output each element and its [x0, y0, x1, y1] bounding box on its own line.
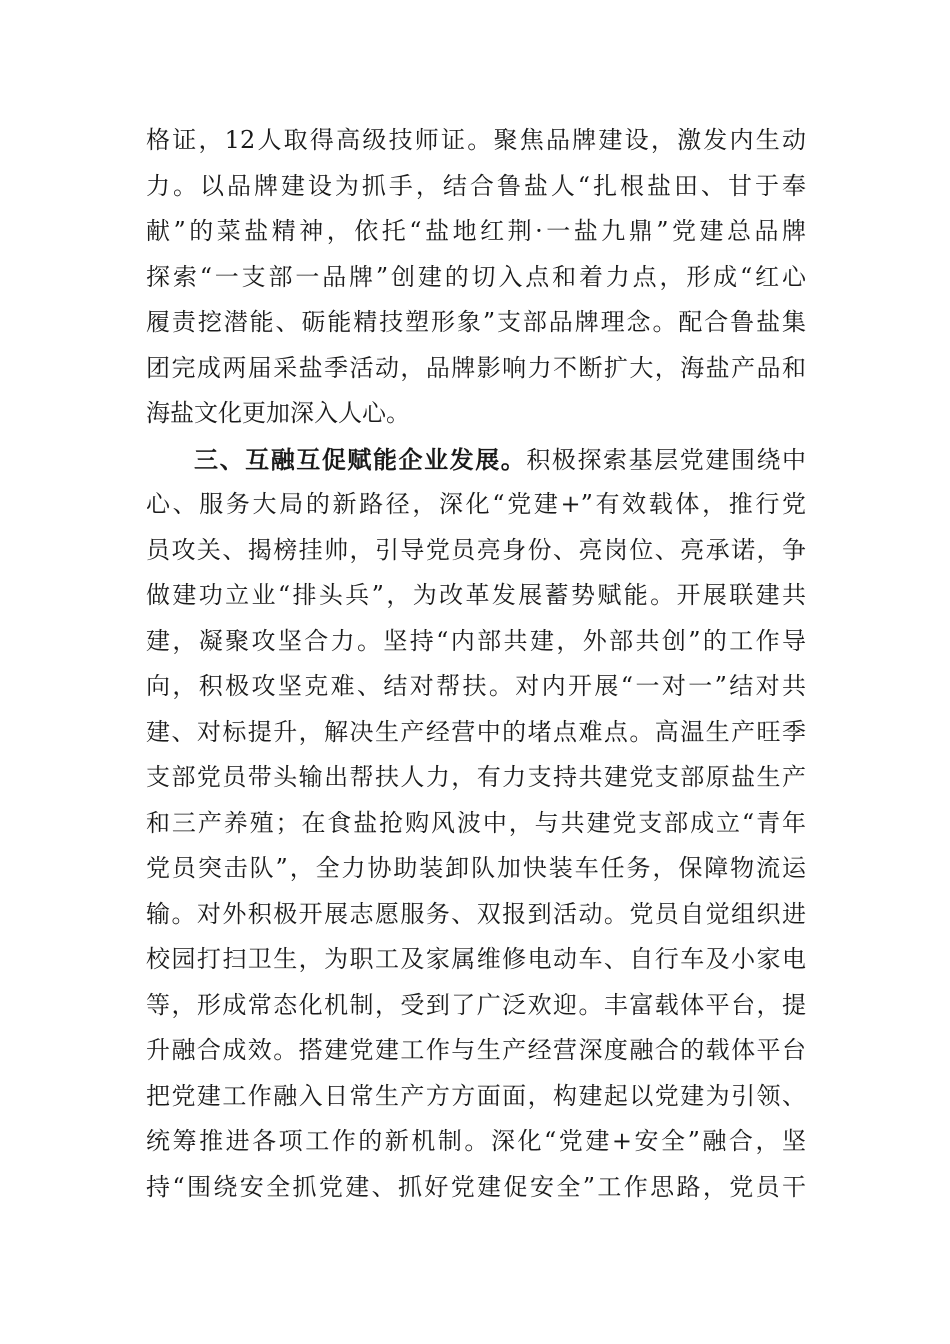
- text-line: 团完成两届采盐季活动，品牌影响力不断扩大，海盐产品和: [146, 353, 806, 382]
- text-line: 员攻关、揭榜挂帅，引导党员亮身份、亮岗位、亮承诺，争: [146, 535, 806, 564]
- text-line: 探索“一支部一品牌”创建的切入点和着力点，形成“红心: [146, 262, 806, 291]
- text-line: 等，形成常态化机制，受到了广泛欢迎。丰富载体平台，提: [146, 990, 806, 1019]
- text-line: 把党建工作融入日常生产方方面面，构建起以党建为引领、: [146, 1081, 806, 1110]
- section-first-line-text: 积极探索基层党建围绕中: [526, 445, 807, 474]
- text-line: 输。对外积极开展志愿服务、双报到活动。党员自觉组织进: [146, 899, 806, 928]
- text-line: 持“围绕安全抓党建、抓好党建促安全”工作思路，党员干: [146, 1172, 806, 1201]
- text-line: 献”的菜盐精神，依托“盐地红荆·一盐九鼎”党建总品牌: [146, 217, 806, 245]
- body-text: [146, 118, 806, 1210]
- text-line: 做建功立业“排头兵”，为改革发展蓄势赋能。开展联建共: [146, 581, 806, 609]
- text-line: 建、对标提升，解决生产经营中的堵点难点。高温生产旺季: [146, 717, 806, 746]
- section-heading: 三、互融互促赋能企业发展。: [194, 444, 527, 474]
- text-line: 履责挖潜能、砺能精技塑形象”支部品牌理念。配合鲁盐集: [146, 308, 806, 336]
- text-line: 建，凝聚攻坚合力。坚持“内部共建，外部共创”的工作导: [146, 626, 806, 655]
- text-line: 力。以品牌建设为抓手，结合鲁盐人“扎根盐田、甘于奉: [146, 171, 806, 200]
- text-line: 校园打扫卫生，为职工及家属维修电动车、自行车及小家电: [146, 945, 806, 973]
- text-line: 统筹推进各项工作的新机制。深化“党建+安全”融合，坚: [146, 1127, 806, 1155]
- text-line: 升融合成效。搭建党建工作与生产经营深度融合的载体平台: [146, 1036, 806, 1064]
- text-line: 支部党员带头输出帮扶人力，有力支持共建党支部原盐生产: [146, 763, 806, 791]
- text-line: 心、服务大局的新路径，深化“党建+”有效载体，推行党: [146, 490, 806, 518]
- text-line: 和三产养殖；在食盐抢购风波中，与共建党支部成立“青年: [146, 808, 806, 837]
- text-line: 海盐文化更加深入人心。: [146, 399, 410, 427]
- text-line: 党员突击队”，全力协助装卸队加快装车任务，保障物流运: [146, 854, 806, 882]
- section-first-line: [146, 437, 806, 483]
- text-line: 向，积极攻坚克难、结对帮扶。对内开展“一对一”结对共: [146, 672, 806, 700]
- text-line: 格证，12人取得高级技师证。聚焦品牌建设，激发内生动: [146, 126, 806, 154]
